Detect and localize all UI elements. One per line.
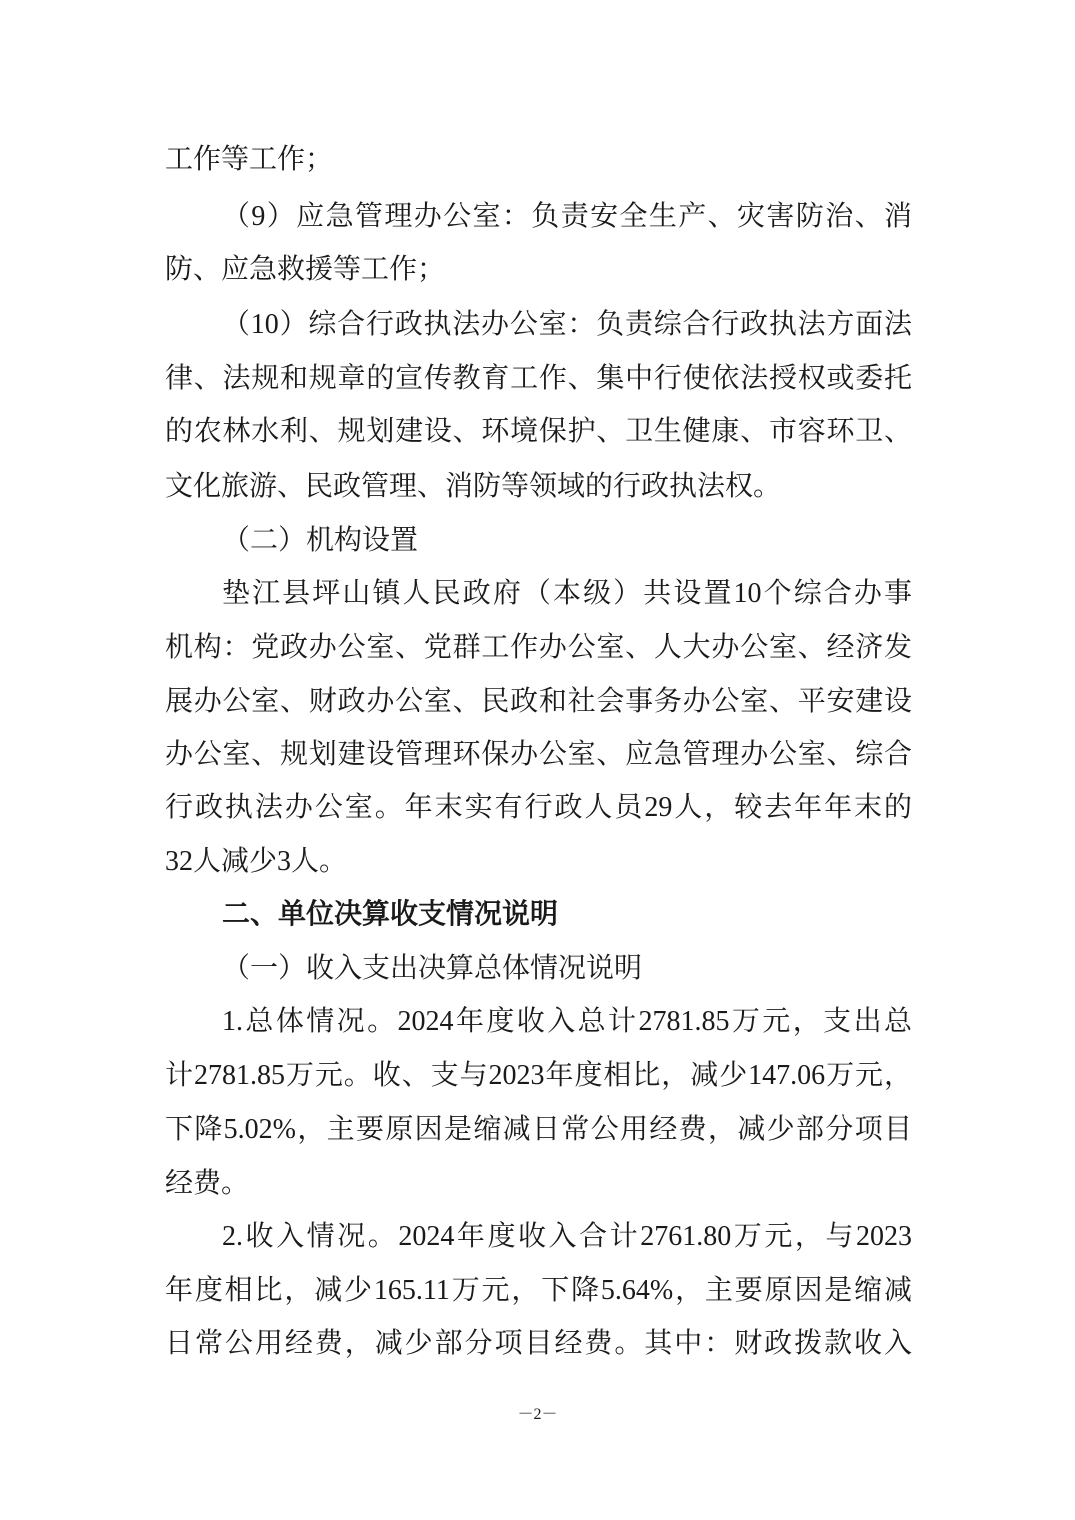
text-line: 防、应急救援等工作； — [165, 254, 446, 285]
text-line: 年度相比，减少165.11万元，下降5.64%，主要原因是缩减 — [165, 1275, 912, 1306]
text-line: 机构：党政办公室、党群工作办公室、人大办公室、经济发 — [165, 632, 912, 663]
text-line: 2.收入情况。2024年度收入合计2761.80万元，与2023 — [222, 1221, 912, 1252]
text-line: 工作等工作； — [165, 144, 334, 175]
text-line: 经费。 — [165, 1168, 250, 1199]
text-line: 32人减少3人。 — [165, 846, 348, 877]
text-line: 律、法规和规章的宣传教育工作、集中行使依法授权或委托 — [165, 363, 912, 394]
section-heading: 二、单位决算收支情况说明 — [222, 897, 559, 930]
text-line: 1.总体情况。2024年度收入总计2781.85万元，支出总 — [222, 1006, 912, 1037]
text-line: 日常公用经费，减少部分项目经费。其中：财政拨款收入 — [165, 1328, 912, 1359]
text-line: 办公室、规划建设管理环保办公室、应急管理办公室、综合 — [165, 739, 912, 770]
section-subheading: （二）机构设置 — [222, 523, 419, 556]
text-line: 计2781.85万元。收、支与2023年度相比，减少147.06万元， — [165, 1060, 912, 1091]
text-line: 文化旅游、民政管理、消防等领域的行政执法权。 — [165, 471, 782, 502]
text-line: （10）综合行政执法办公室：负责综合行政执法方面法 — [222, 309, 912, 340]
text-line: 垫江县坪山镇人民政府（本级）共设置10个综合办事 — [222, 578, 912, 609]
text-line: 行政执法办公室。年末实有行政人员29人，较去年年末的 — [165, 792, 912, 823]
text-line: 的农林水利、规划建设、环境保护、卫生健康、市容环卫、 — [165, 416, 912, 447]
section-subheading: （一）收入支出决算总体情况说明 — [222, 951, 643, 984]
page-number: －2－ — [517, 1406, 558, 1423]
text-line: （9）应急管理办公室：负责安全生产、灾害防治、消 — [222, 201, 912, 232]
text-line: 展办公室、财政办公室、民政和社会事务办公室、平安建设 — [165, 686, 912, 717]
text-line: 下降5.02%，主要原因是缩减日常公用经费，减少部分项目 — [165, 1114, 912, 1145]
